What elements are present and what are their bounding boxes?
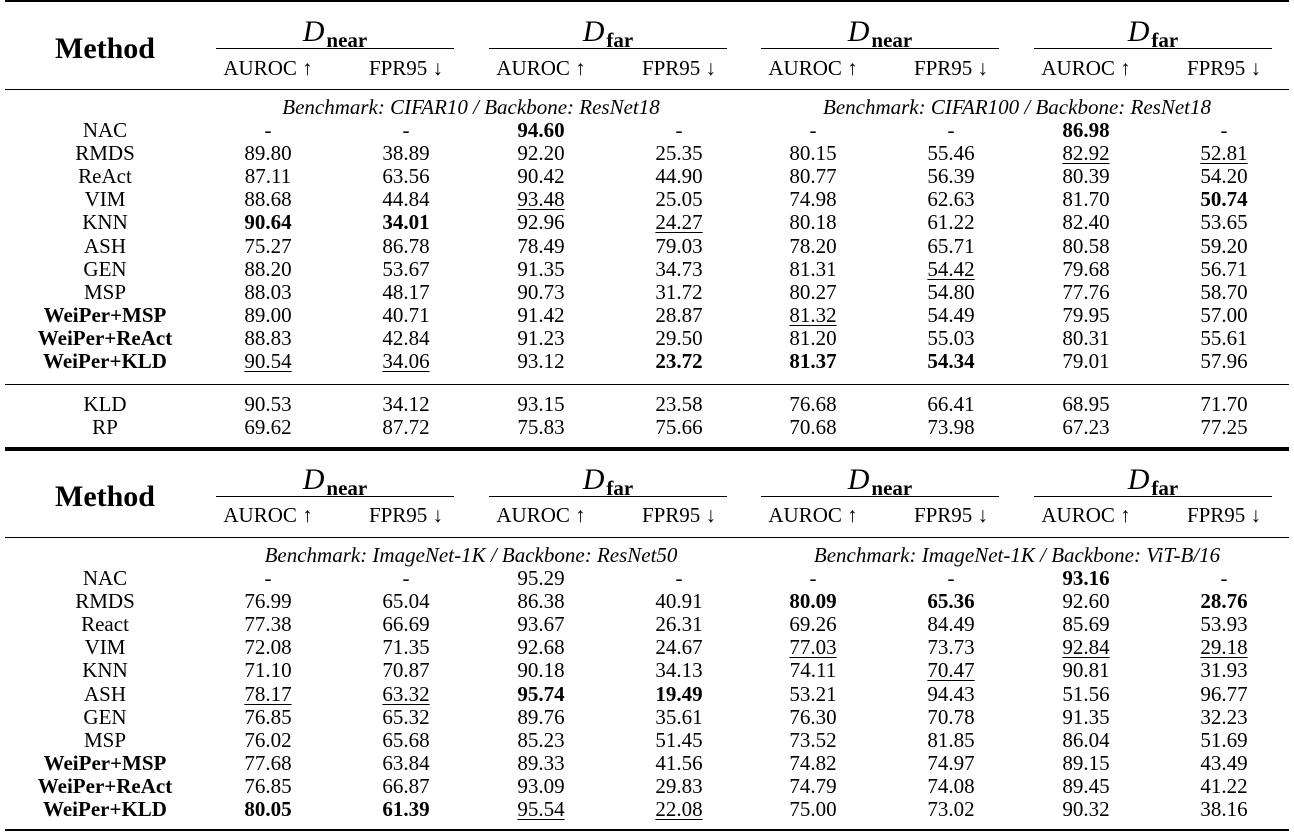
table-cell: 87.72 [382, 415, 430, 440]
table-cell: 75.27 [244, 233, 292, 258]
table-cell: 81.31 [789, 256, 837, 281]
table-cell: 74.11 [789, 658, 837, 683]
table-cell: 38.16 [1200, 797, 1248, 821]
table-cell: 70.78 [927, 704, 975, 729]
method-name: RMDS [75, 141, 135, 166]
table-cell: 92.60 [1062, 589, 1110, 614]
table-cell: 53.65 [1200, 210, 1248, 235]
table-cell: 32.23 [1200, 704, 1248, 729]
table-cell: - [809, 118, 817, 142]
table-cell: 40.71 [382, 302, 430, 327]
table-cell: - [1220, 566, 1228, 590]
table-cell: 79.95 [1062, 302, 1110, 327]
table-cell: 22.08 [655, 797, 703, 821]
table-cell: 77.68 [244, 750, 292, 775]
table-cell: 85.23 [517, 727, 565, 752]
group-header-subscript: near [871, 28, 913, 52]
table-cell: 74.79 [789, 773, 837, 798]
table-cell: 70.47 [927, 658, 975, 683]
table-cell: 65.36 [927, 589, 975, 614]
table-cell: - [947, 118, 955, 142]
table-top-rule [5, 0, 1289, 2]
table-cell: 71.70 [1200, 392, 1248, 416]
table-cell: 63.56 [382, 164, 430, 189]
table-cell: 53.67 [382, 256, 430, 281]
table-cell: 82.40 [1062, 210, 1110, 235]
table-cell: - [1220, 118, 1228, 142]
table-cell: 80.18 [789, 210, 837, 235]
column-header: AUROC ↑ [768, 56, 858, 80]
table-cell: 25.05 [655, 187, 703, 212]
table-cell: - [675, 566, 683, 590]
group-header-subscript: near [326, 476, 368, 500]
table-cell: 28.87 [655, 302, 703, 327]
table-cell: 89.80 [244, 141, 292, 166]
table-cell: 91.35 [1062, 704, 1110, 729]
method-name: NAC [82, 118, 128, 142]
table-cell: 55.46 [927, 141, 975, 166]
table-cell: 66.41 [927, 392, 975, 416]
table-cell: - [264, 118, 272, 142]
table-cell: 93.09 [517, 773, 565, 798]
table-cell: 35.61 [655, 704, 703, 729]
group-header-subscript: far [606, 28, 634, 52]
group-header-symbol: D [582, 463, 605, 496]
table-cell: 89.00 [244, 302, 292, 327]
group-header [582, 15, 634, 52]
table-cell: 55.61 [1200, 325, 1248, 350]
table-cell: 94.60 [517, 118, 565, 142]
table-cell: 80.05 [244, 797, 292, 821]
table-cell: 74.97 [927, 750, 975, 775]
table-cell: 90.81 [1062, 658, 1110, 683]
table-cell: 70.87 [382, 658, 430, 683]
table-cell: 51.45 [655, 727, 703, 752]
table-cell: 80.31 [1062, 325, 1110, 350]
table-cell: 75.00 [789, 797, 837, 821]
table-cell: 66.87 [382, 773, 430, 798]
method-name: VIM [84, 635, 126, 660]
table-cell: 24.67 [655, 635, 703, 660]
table-cell: 23.72 [655, 349, 703, 373]
table-cell: 82.92 [1062, 141, 1110, 166]
table-cell: 58.70 [1200, 279, 1248, 304]
table-cell: 90.54 [244, 349, 292, 373]
table-cell: 76.99 [244, 589, 292, 614]
table-cell: 57.96 [1200, 349, 1248, 373]
table-cell: 95.54 [517, 797, 565, 821]
table-cell: 76.85 [244, 704, 292, 729]
method-name: KNN [82, 658, 128, 683]
method-name: WeiPer+MSP [43, 750, 167, 775]
column-header: AUROC ↑ [496, 56, 586, 80]
table-cell: 85.69 [1062, 612, 1110, 637]
table-cell: 75.66 [655, 415, 703, 440]
table-cell: 31.72 [655, 279, 703, 304]
group-header-subscript: near [871, 476, 913, 500]
table-cell: 61.39 [382, 797, 430, 821]
group-header-symbol: D [847, 463, 870, 496]
table-cell: - [809, 566, 817, 590]
table-cell: 81.85 [927, 727, 975, 752]
method-name: React [81, 612, 129, 637]
method-name: WeiPer+KLD [43, 349, 167, 373]
table-cell: 81.20 [789, 325, 837, 350]
table-cell: 89.45 [1062, 773, 1110, 798]
table-cell: 89.15 [1062, 750, 1110, 775]
table-cell: 34.12 [382, 392, 430, 416]
table-cell: 41.22 [1200, 773, 1248, 798]
table-cell: 69.62 [244, 415, 292, 440]
benchmark-caption: Benchmark: ImageNet-1K / Backbone: ResNet50 [264, 543, 678, 567]
table-cell: 80.09 [789, 589, 837, 614]
table-cell: 80.27 [789, 279, 837, 304]
table-cell: 91.42 [517, 302, 565, 327]
table-cell: 95.74 [517, 681, 565, 706]
table-cell: 81.70 [1062, 187, 1110, 212]
table-cell: - [675, 118, 683, 142]
table-cell: 54.42 [927, 256, 975, 281]
table-cell: 86.38 [517, 589, 565, 614]
table-cell: 91.23 [517, 325, 565, 350]
table-cell: 68.95 [1062, 392, 1110, 416]
method-name: WeiPer+KLD [43, 797, 167, 821]
group-header-symbol: D [302, 15, 325, 48]
method-name: NAC [82, 566, 128, 590]
table-cell: 93.67 [517, 612, 565, 637]
table-cell: 24.27 [655, 210, 703, 235]
table-cell: 70.68 [789, 415, 837, 440]
table-cell: 57.00 [1200, 302, 1248, 327]
group-header-symbol: D [1127, 15, 1150, 48]
column-header: FPR95 ↓ [368, 56, 444, 80]
table-cell: 56.39 [927, 164, 975, 189]
table-cell: 73.52 [789, 727, 837, 752]
table-cell: 77.03 [789, 635, 837, 660]
table-cell: 63.84 [382, 750, 430, 775]
table-cell: 23.58 [655, 392, 703, 416]
column-header: AUROC ↑ [223, 503, 313, 527]
table-cell: 59.20 [1200, 233, 1248, 258]
column-header: FPR95 ↓ [641, 503, 717, 527]
benchmark-caption: Benchmark: ImageNet-1K / Backbone: ViT-B/16 [813, 543, 1221, 567]
table-cell: 73.02 [927, 797, 975, 821]
table-cell: 88.68 [244, 187, 292, 212]
table-cell: 92.68 [517, 635, 565, 660]
table-cell: 73.98 [927, 415, 975, 440]
table-cell: 50.74 [1200, 187, 1248, 212]
table-cell: 77.76 [1062, 279, 1110, 304]
table-cell: 86.98 [1062, 118, 1110, 142]
table-cell: 88.03 [244, 279, 292, 304]
table-cell: 78.17 [244, 681, 292, 706]
group-header-symbol: D [582, 15, 605, 48]
table-bottom-rule [5, 829, 1289, 831]
table-cell: 92.20 [517, 141, 565, 166]
table-cell: 80.58 [1062, 233, 1110, 258]
method-name: ASH [83, 681, 127, 706]
table-cell: 78.20 [789, 233, 837, 258]
method-name: ReAct [78, 164, 132, 189]
table-cell: 76.68 [789, 392, 837, 416]
table-cell: 54.34 [927, 349, 975, 373]
table-cell: 51.69 [1200, 727, 1248, 752]
table-cell: 73.73 [927, 635, 975, 660]
table-top-rule [5, 449, 1289, 451]
table-cell: 84.49 [927, 612, 975, 637]
column-header: FPR95 ↓ [641, 56, 717, 80]
group-header-symbol: D [1127, 463, 1150, 496]
table-cell: 54.49 [927, 302, 975, 327]
header-bottom-rule [5, 537, 1289, 538]
table-cell: 48.17 [382, 279, 430, 304]
method-name: MSP [83, 279, 127, 304]
table-cell: 72.08 [244, 635, 292, 660]
table-cell: 26.31 [655, 612, 703, 637]
table-cell: 93.48 [517, 187, 565, 212]
table-cell: 69.26 [789, 612, 837, 637]
group-header-subscript: far [1151, 28, 1179, 52]
table-cell: 34.01 [382, 210, 430, 235]
table-cell: 76.85 [244, 773, 292, 798]
table-cell: 77.38 [244, 612, 292, 637]
table-cell: 96.77 [1200, 681, 1248, 706]
table-cell: 34.73 [655, 256, 703, 281]
group-header [302, 463, 368, 500]
column-header: FPR95 ↓ [1186, 503, 1262, 527]
method-name: MSP [83, 727, 127, 752]
column-header: FPR95 ↓ [368, 503, 444, 527]
table-cell: 34.06 [382, 349, 430, 373]
method-name: RP [92, 415, 118, 440]
table-cell: 56.71 [1200, 256, 1248, 281]
method-header: Method [55, 32, 155, 65]
column-header: FPR95 ↓ [913, 503, 989, 527]
table-cell: 62.63 [927, 187, 975, 212]
group-header [1127, 463, 1179, 500]
benchmark-caption: Benchmark: CIFAR100 / Backbone: ResNet18 [823, 95, 1211, 119]
group-header-symbol: D [302, 463, 325, 496]
header-bottom-rule [5, 89, 1289, 90]
table-cell: 65.71 [927, 233, 975, 258]
table-cell: 76.30 [789, 704, 837, 729]
table-cell: 41.56 [655, 750, 703, 775]
table-cell: 19.49 [655, 681, 703, 706]
table-cell: 55.03 [927, 325, 975, 350]
table-cell: 29.50 [655, 325, 703, 350]
table-cell: 44.84 [382, 187, 430, 212]
column-header: AUROC ↑ [1041, 56, 1131, 80]
table-cell: 75.83 [517, 415, 565, 440]
table-cell: 54.20 [1200, 164, 1248, 189]
table-cell: 71.35 [382, 635, 430, 660]
method-name: KLD [83, 392, 127, 416]
method-name: GEN [83, 256, 127, 281]
group-header [847, 463, 913, 500]
table-cell: 81.37 [789, 349, 837, 373]
table-cell: 53.21 [789, 681, 837, 706]
table-cell: 93.12 [517, 349, 565, 373]
table-cell: 92.96 [517, 210, 565, 235]
table-cell: 66.69 [382, 612, 430, 637]
table-cell: 90.53 [244, 392, 292, 416]
table-cell: 89.33 [517, 750, 565, 775]
method-name: WeiPer+ReAct [37, 325, 173, 350]
table-cell: 95.29 [517, 566, 565, 590]
table-cell: 65.04 [382, 589, 430, 614]
table-cell: 40.91 [655, 589, 703, 614]
table-cell: 78.49 [517, 233, 565, 258]
table-cell: 93.16 [1062, 566, 1110, 590]
table-cell: 65.68 [382, 727, 430, 752]
table-cell: 90.32 [1062, 797, 1110, 821]
table-cell: 34.13 [655, 658, 703, 683]
table-cell: 86.78 [382, 233, 430, 258]
table-cell: 74.82 [789, 750, 837, 775]
table-cell: 90.73 [517, 279, 565, 304]
table-cell: 76.02 [244, 727, 292, 752]
table-cell: 94.43 [927, 681, 975, 706]
table-cell: 74.98 [789, 187, 837, 212]
table-cell: 67.23 [1062, 415, 1110, 440]
table-cell: 51.56 [1062, 681, 1110, 706]
table-cell: - [264, 566, 272, 590]
method-header: Method [55, 480, 155, 513]
group-header [847, 15, 913, 52]
method-name: ASH [83, 233, 127, 258]
table-cell: 29.18 [1200, 635, 1248, 660]
group-header [1127, 15, 1179, 52]
method-name: RMDS [75, 589, 135, 614]
column-header: AUROC ↑ [1041, 503, 1131, 527]
method-name: VIM [84, 187, 126, 212]
table-cell: 87.11 [244, 164, 292, 189]
table-cell: 88.20 [244, 256, 292, 281]
table-cell: 31.93 [1200, 658, 1248, 683]
table-cell: 52.81 [1200, 141, 1248, 166]
table-cell: - [402, 118, 410, 142]
table-cell: 79.03 [655, 233, 703, 258]
column-header: AUROC ↑ [768, 503, 858, 527]
group-header [582, 463, 634, 500]
table-cell: 86.04 [1062, 727, 1110, 752]
table-cell: 74.08 [927, 773, 975, 798]
table-cell: 80.77 [789, 164, 837, 189]
table-cell: 81.32 [789, 302, 837, 327]
column-header: FPR95 ↓ [1186, 56, 1262, 80]
table-cell: 65.32 [382, 704, 430, 729]
table-cell: 29.83 [655, 773, 703, 798]
column-header: AUROC ↑ [496, 503, 586, 527]
group-header [302, 15, 368, 52]
table-cell: 92.84 [1062, 635, 1110, 660]
table-cell: 90.18 [517, 658, 565, 683]
table-cell: 89.76 [517, 704, 565, 729]
table-cell: 28.76 [1200, 589, 1248, 614]
table-cell: 79.68 [1062, 256, 1110, 281]
table-cell: 44.90 [655, 164, 703, 189]
group-header-subscript: near [326, 28, 368, 52]
method-name: WeiPer+MSP [43, 302, 167, 327]
column-header: FPR95 ↓ [913, 56, 989, 80]
table-cell: - [402, 566, 410, 590]
column-header: AUROC ↑ [223, 56, 313, 80]
table-cell: 25.35 [655, 141, 703, 166]
table-cell: 61.22 [927, 210, 975, 235]
benchmark-caption: Benchmark: CIFAR10 / Backbone: ResNet18 [282, 95, 660, 119]
table-cell: - [947, 566, 955, 590]
table-cell: 63.32 [382, 681, 430, 706]
table-cell: 53.93 [1200, 612, 1248, 637]
table-cell: 77.25 [1200, 415, 1248, 440]
table-cell: 38.89 [382, 141, 430, 166]
table-cell: 93.15 [517, 392, 565, 416]
method-name: GEN [83, 704, 127, 729]
table-cell: 54.80 [927, 279, 975, 304]
group-header-subscript: far [606, 476, 634, 500]
method-name: WeiPer+ReAct [37, 773, 173, 798]
group-header-symbol: D [847, 15, 870, 48]
table-cell: 43.49 [1200, 750, 1248, 775]
table-cell: 79.01 [1062, 349, 1110, 373]
table-cell: 42.84 [382, 325, 430, 350]
table-cell: 91.35 [517, 256, 565, 281]
table-cell: 88.83 [244, 325, 292, 350]
section-rule [5, 384, 1289, 385]
method-name: KNN [82, 210, 128, 235]
table-cell: 90.42 [517, 164, 565, 189]
table-cell: 80.15 [789, 141, 837, 166]
group-header-subscript: far [1151, 476, 1179, 500]
table-cell: 90.64 [244, 210, 292, 235]
table-cell: 80.39 [1062, 164, 1110, 189]
table-cell: 71.10 [244, 658, 292, 683]
